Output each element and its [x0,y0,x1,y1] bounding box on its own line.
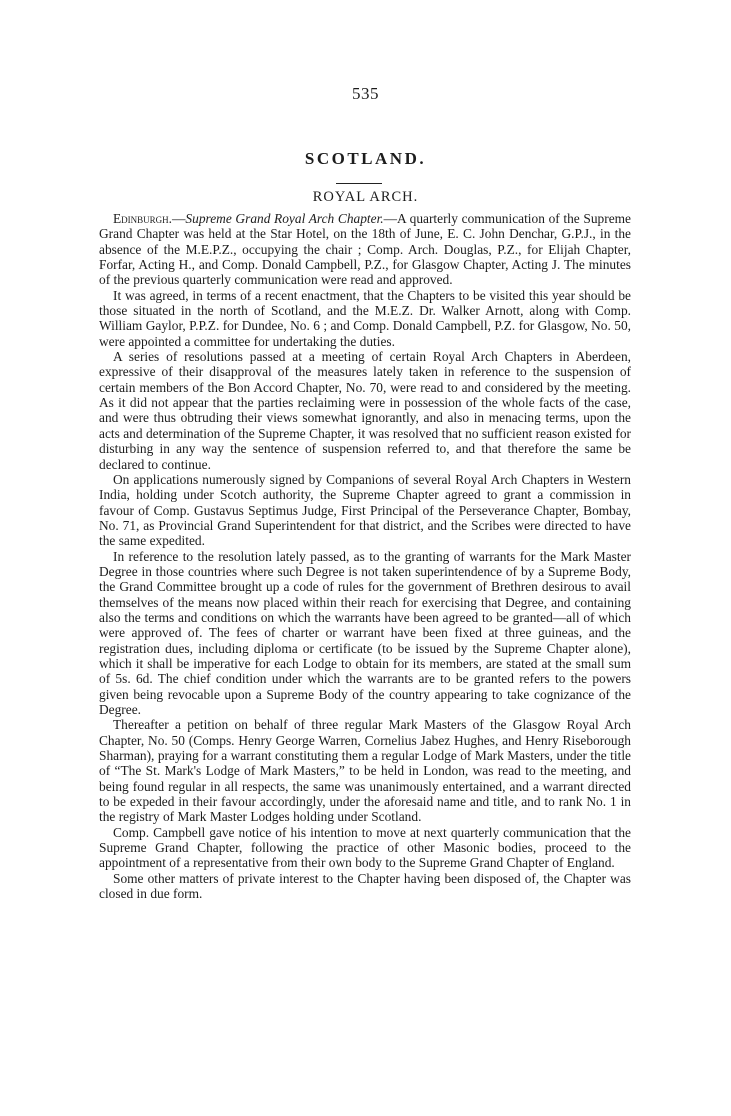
paragraph: In reference to the resolution lately passed, as to the granting of warrants for the Mark Master Degree in those countries where such Degree is not taken superintendence of by a Supreme Body, the Grand Committee brought up a code of rules for the government of Brethren desirous to avail themselves of the means now placed within their reach for exercising that Degree, and containing also the terms and conditions on which the warrants have been agreed to be granted—all of which were approved of. The fees of charter or warrant have been fixed at three guineas, and the registration dues, including diploma or certificate (to be issued by the Supreme Chapter alone), which it shall be imperative for each Lodge to obtain for its members, are stated at the small sum of 5s. 6d. The chief condition under which the warrants are to be granted refers to the powers given being revocable upon a Supreme Body of the country appearing to take cognizance of the Degree. [99,548,631,717]
paragraph: On applications numerously signed by Companions of several Royal Arch Chapters in Western India, holding under Scotch authority, the Supreme Chapter agreed to grant a commission in favour of Comp. Gustavus Septimus Judge, First Principal of the Perseverance Chapter, Bombay, No. 71, as Provincial Grand Superintendent for that district, and the Scribes were directed to have the same expedited. [99,471,631,549]
paragraph: A series of resolutions passed at a meeting of certain Royal Arch Chapters in Aberdeen, expressive of their disapproval of the measures lately taken in reference to the suspension of certain members of the Bon Accord Chapter, No. 70, were read to and considered by the meeting. As it did not appear that the parties reclaiming were in possession of the whole facts of the case, and were thus obtruding their views somewhat ignorantly, and also in menacing terms, upon the acts and determination of the Supreme Chapter, it was resolved that no sufficient reason existed for disturbing in any way the sentence of suspension referred to, and that therefore the same be declared to continue. [99,349,631,472]
paragraph [99,211,631,288]
paragraph: Some other matters of private interest to the Chapter having been disposed of, the Chapter was closed in due form. [99,870,631,902]
subsection-title: ROYAL ARCH. [312,189,419,205]
dateline-place: Edinburgh. [113,211,173,226]
paragraph: It was agreed, in terms of a recent enactment, that the Chapters to be visited this year should be those situated in the north of Scotland, and the M.E.Z. Dr. Walker Arnott, along with Comp. William Gaylor, P.P.Z. for Dundee, No. 6 ; and Comp. Donald Campbell, P.Z. for Glasgow, No. 50, were appointed a committee for undertaking the duties. [99,287,631,349]
dateline-separator: — [172,211,186,226]
page-number: 535 [352,84,379,103]
paragraph-text: —A quarterly communication of the Supreme Grand Chapter was held at the Star Hotel, on the 18th of June, E. C. John Denchar, G.P.J., in the absence of the M.E.P.Z., occupying the chair ; Comp. Arch. Douglas, P.Z., for Elijah Chapter, Forfar, Acting H., and Comp. Donald Campbell, P.Z., for Glasgow Chapter, Acting J. The minutes of the previous quarterly communication were read and approved. [99,211,631,288]
paragraph: Comp. Campbell gave notice of his intention to move at next quarterly communication that the Supreme Grand Chapter, following the practice of other Masonic bodies, proceed to the appointment of a representative from their own body to the Supreme Grand Chapter of England. [99,824,631,871]
article-body [99,211,631,901]
section-title: SCOTLAND. [304,149,427,168]
paragraph: Thereafter a petition on behalf of three regular Mark Masters of the Glasgow Royal Arch Chapter, No. 50 (Comps. Henry George Warren, Cornelius Jabez Hughes, and Henry Riseborough Sharman), praying for a warrant constituting them a regular Lodge of Mark Masters, under the title of “The St. Mark's Lodge of Mark Masters,” to be held in London, was read to the meeting, and being found regular in all respects, the same was unanimously entertained, and a warrant directed to be expeded in their favour accordingly, under the aforesaid name and title, and to rank No. 1 in the registry of Mark Master Lodges holding under Scotland. [99,717,631,825]
dateline-heading: Supreme Grand Royal Arch Chapter. [185,211,384,226]
title-divider [336,183,382,184]
